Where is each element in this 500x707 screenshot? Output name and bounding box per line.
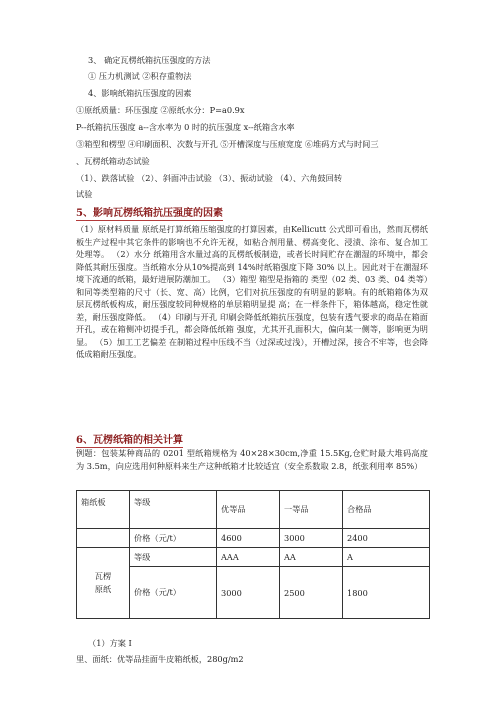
tests-line-cont: 试验 bbox=[76, 189, 93, 199]
factor-line-3: ③箱型和楞型 ④印刷面积、次数与开孔 ⑤开槽深度与压痕宽度 ⑥堆码方式与时间三 bbox=[76, 139, 379, 149]
factor-line-4: 、瓦楞纸箱动态试验 bbox=[76, 156, 150, 166]
item-3-method: 3、 确定瓦楞纸箱抗压强度的方法 bbox=[88, 55, 211, 65]
grade2-1: AAA bbox=[217, 548, 280, 567]
price-1: 4600 bbox=[217, 529, 280, 548]
tests-line: （1）、跌落试验 （2）、斜面冲击试验 （3）、振动试验 （4）、六角鼓回转 bbox=[76, 173, 343, 183]
material-price-table bbox=[76, 490, 430, 619]
item-4-factors: 4、影响纸箱抗压强度的因素 bbox=[88, 88, 192, 98]
empty-cell bbox=[77, 529, 130, 548]
factor-line-2: P--纸箱抗压强度 a--含水率为 0 时的抗压强度 x--纸箱含水率 bbox=[76, 122, 295, 132]
paragraph-6-example: 例题：包装某种商品的 0201 型纸箱规格为 40×28×30cm,净重 15.5Kg,仓贮时最大堆码高度为 3.5m，向应选用何种原料来生产这种纸箱才比较适宜（安全系数取 2.8，纸张利用率 85%） bbox=[76, 448, 428, 471]
grade2-2: AA bbox=[280, 548, 343, 567]
grade-header: 等级 bbox=[130, 491, 217, 529]
item-method-options: ① 压力机测试 ②积存重物法 bbox=[88, 71, 192, 81]
grade2-3: A bbox=[343, 548, 430, 567]
plan-1-title: （1）方案 I bbox=[88, 638, 132, 648]
table-corner: 箱纸板 bbox=[77, 491, 130, 529]
price-2: 3000 bbox=[280, 529, 343, 548]
paragraph-5: （1）原材料质量 原纸是打算纸箱压缩强度的打算因素，由Kellicutt 公式即可看出，然而瓦楞纸板生产过程中其它条件的影响也不允许无视，如粘合剂用量、楞高变化、浸渍、涂布、复合加工处理等。 （2）水分 纸箱用含水量过高的瓦楞纸板制造，或者长时间贮存在潮湿的环境中，都会降低其耐压强度。当纸箱水分从10%提高到 14%时纸箱强度下降 30% 以上。因此对于在潮湿环境下流通的纸箱，最好进展防潮加工。 （3）箱型 箱型是指箱的 类型（02 类、03 类、04 类等）和同等类型箱的尺寸（长、宽、高）比例，它们对抗压强度的有明显的影响。有的纸箱箱体为双层瓦楞纸板构成，耐压强度较同种规格的单层箱明显提 高；在一样条件下，箱体越高，稳定性就差，耐压强度降低。 （4）印刷与开孔 印刷会降低纸箱抗压强度，包装有透气要求的商品在箱面开孔，或在箱侧冲切提手孔，都会降低纸箱 强度，尤其开孔面积大，偏向某一侧等，影响更为明显。 （5）加工工艺偏差 在制箱过程中压线不当（过深或过浅），开槽过深，接合不牢等，也会降低成箱耐压强度。 bbox=[76, 224, 428, 359]
grade-3: 合格品 bbox=[343, 491, 430, 529]
price2-header: 价格（元/t） bbox=[130, 567, 217, 619]
heading-5: 5、影响瓦楞纸箱抗压强度的因素 bbox=[76, 204, 223, 221]
grade-1: 优等品 bbox=[217, 491, 280, 529]
heading-6: 6、瓦楞纸箱的相关计算 bbox=[76, 431, 183, 448]
grade2-header: 等级 bbox=[130, 548, 217, 567]
price2-3: 1800 bbox=[343, 567, 430, 619]
price2-2: 2500 bbox=[280, 567, 343, 619]
corrugated-label: 瓦楞原纸 bbox=[77, 548, 130, 619]
factor-line-1: ①原纸质量：环压强度 ②原纸水分：P=a0.9x bbox=[76, 105, 245, 115]
price-3: 2400 bbox=[343, 529, 430, 548]
grade-2: 一等品 bbox=[280, 491, 343, 529]
price-header: 价格（元/t） bbox=[130, 529, 217, 548]
price2-1: 3000 bbox=[217, 567, 280, 619]
plan-1-detail: 里、面纸：优等品挂面牛皮箱纸板，280g/m2 bbox=[76, 654, 244, 664]
